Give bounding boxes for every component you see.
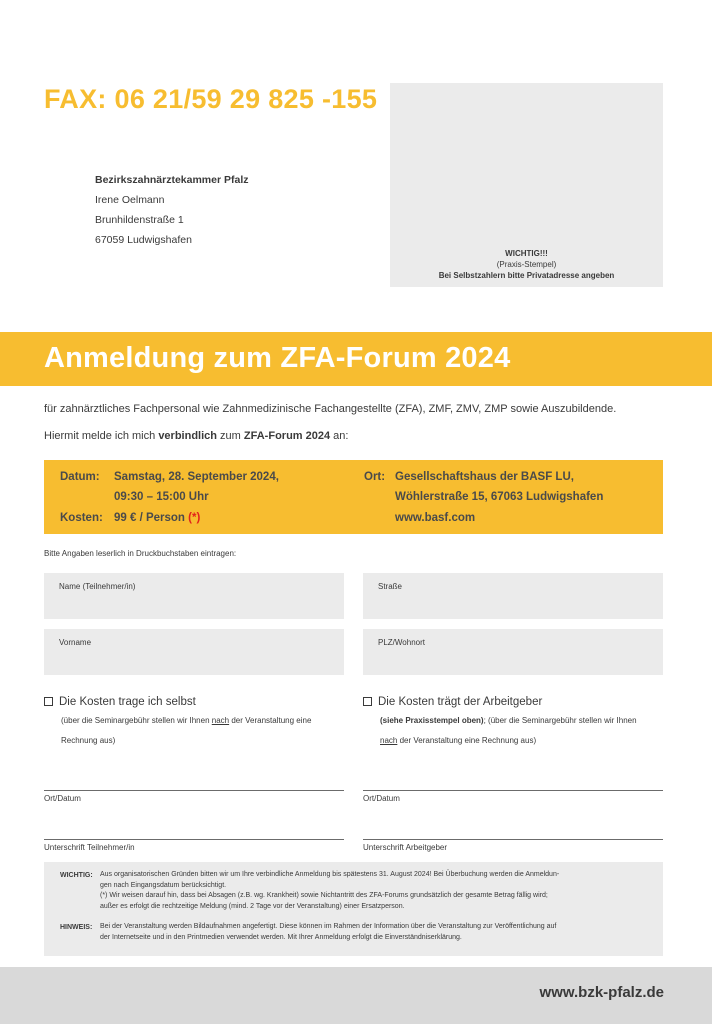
notice-box xyxy=(44,862,663,956)
employer-pay-note-bold: (siehe Praxisstempel oben) xyxy=(380,716,484,725)
cost-label: Kosten: xyxy=(60,512,103,524)
employer-pay-checkbox[interactable] xyxy=(363,697,372,706)
page-title: Anmeldung zum ZFA-Forum 2024 xyxy=(44,342,511,374)
place-date-line-right[interactable] xyxy=(363,790,663,791)
cost-amount: 99 € / Person xyxy=(114,512,189,524)
zip-city-field-label: PLZ/Wohnort xyxy=(378,638,425,647)
time-value: 09:30 – 15:00 Uhr xyxy=(114,491,209,503)
signature-line-employer[interactable] xyxy=(363,839,663,840)
place-website: www.basf.com xyxy=(395,512,476,524)
notice-wichtig-key: WICHTIG: xyxy=(60,872,93,879)
self-pay-note-underlined: nach xyxy=(211,716,230,725)
cost-value xyxy=(114,512,200,524)
employer-pay-label: Die Kosten trägt der Arbeitgeber xyxy=(378,696,543,708)
self-pay-note-line1 xyxy=(61,711,311,731)
employer-pay-note xyxy=(380,711,637,751)
notice-wichtig-line2: gen nach Eingangsdatum berücksichtigt. xyxy=(100,881,227,889)
self-pay-checkbox[interactable] xyxy=(44,697,53,706)
intro-text: für zahnärztliches Fachpersonal wie Zahnmedizinische Fachangestellte (ZFA), ZMF, ZMV, ZMP sowie Auszubildende. xyxy=(44,403,617,415)
option-employer-pay[interactable] xyxy=(363,696,542,708)
register-bold2: ZFA-Forum 2024 xyxy=(243,430,331,442)
place-date-label-left: Ort/Datum xyxy=(44,794,81,803)
employer-pay-note-line2 xyxy=(380,731,637,751)
employer-pay-note-underlined: nach xyxy=(380,736,398,745)
zip-city-field[interactable] xyxy=(363,629,663,675)
name-field[interactable] xyxy=(44,573,344,619)
self-pay-note-pre: (über die Seminargebühr stellen wir Ihnen xyxy=(61,716,212,725)
place-line1: Gesellschaftshaus der BASF LU, xyxy=(395,471,574,483)
self-pay-note xyxy=(61,711,311,751)
stamp-note: Bei Selbstzahlern bitte Privatadresse angeben xyxy=(438,271,615,280)
signature-line-participant[interactable] xyxy=(44,839,344,840)
option-self-pay[interactable] xyxy=(44,696,196,708)
notice-hinweis-line1: Bei der Veranstaltung werden Bildaufnahmen angefertigt. Diese können im Rahmen der Information über die Veranstaltung zur Veröffentlichung auf xyxy=(100,923,557,930)
place-line2: Wöhlerstraße 15, 67063 Ludwigshafen xyxy=(395,491,604,503)
register-bold1: verbindlich xyxy=(158,430,217,442)
place-date-line-left[interactable] xyxy=(44,790,344,791)
cost-footnote-mark: (*) xyxy=(188,512,201,524)
footer-website[interactable]: www.bzk-pfalz.de xyxy=(539,984,664,1001)
place-label: Ort: xyxy=(364,471,386,483)
street-field[interactable] xyxy=(363,573,663,619)
register-post: an: xyxy=(330,430,349,442)
recipient-city: 67059 Ludwigshafen xyxy=(95,234,192,246)
notice-hinweis-line2: der Internetseite und in den Printmedien verwendet werden. Mit Ihrer Anmeldung erfolgt die Einverständniserklärung. xyxy=(100,933,462,941)
practice-stamp-box[interactable] xyxy=(390,83,663,287)
recipient-address xyxy=(95,170,249,250)
register-mid: zum xyxy=(217,430,244,442)
form-hint: Bitte Angaben leserlich in Druckbuchstaben eintragen: xyxy=(44,549,237,558)
fax-number: FAX: 06 21/59 29 825 -155 xyxy=(44,84,378,114)
notice-wichtig-line1: Aus organisatorischen Gründen bitten wir um Ihre verbindliche Anmeldung bis spätestens 31. August 2024! Bei Überbuchung werden die Anmeldun- xyxy=(100,871,560,878)
recipient-org: Bezirkszahnärztekammer Pfalz xyxy=(95,174,249,186)
firstname-field[interactable] xyxy=(44,629,344,675)
employer-pay-note-post2: der Veranstaltung eine Rechnung aus) xyxy=(397,736,537,745)
notice-hinweis-key: HINWEIS: xyxy=(60,924,93,931)
place-date-label-right: Ort/Datum xyxy=(363,794,400,803)
employer-pay-note-line1 xyxy=(380,711,637,731)
registration-statement xyxy=(44,430,348,442)
notice-wichtig-line4: außer es erfolgt die rechtzeitige Meldung (mind. 2 Tage vor der Veranstaltung) einer Ersatzperson. xyxy=(100,902,405,910)
stamp-instructions xyxy=(390,248,663,281)
name-field-label: Name (Teilnehmer/in) xyxy=(59,582,136,591)
recipient-name: Irene Oelmann xyxy=(95,194,165,206)
self-pay-label: Die Kosten trage ich selbst xyxy=(59,696,196,708)
signature-label-participant: Unterschrift Teilnehmer/in xyxy=(44,843,135,852)
notice-wichtig-line3: (*) Wir weisen darauf hin, dass bei Absagen (z.B. wg. Krankheit) sowie Nichtantritt des ZFA-Forums grundsätzlich der gesamte Betrag fällig wird; xyxy=(100,892,548,899)
firstname-field-label: Vorname xyxy=(59,638,92,647)
event-info-box xyxy=(44,460,663,534)
title-banner xyxy=(0,332,712,386)
street-field-label: Straße xyxy=(378,582,403,591)
recipient-street: Brunhildenstraße 1 xyxy=(95,214,184,226)
stamp-important: WICHTIG!!! xyxy=(505,249,548,258)
signature-label-employer: Unterschrift Arbeitgeber xyxy=(363,843,448,852)
self-pay-note-line2: Rechnung aus) xyxy=(61,736,116,745)
employer-pay-note-post: ; (über die Seminargebühr stellen wir Ihnen xyxy=(483,716,637,725)
date-label: Datum: xyxy=(60,471,100,483)
self-pay-note-post: der Veranstaltung eine xyxy=(229,716,312,725)
date-value: Samstag, 28. September 2024, xyxy=(114,471,279,483)
register-pre: Hiermit melde ich mich xyxy=(44,430,159,442)
stamp-label: (Praxis-Stempel) xyxy=(496,260,557,269)
footer-bar xyxy=(0,967,712,1024)
